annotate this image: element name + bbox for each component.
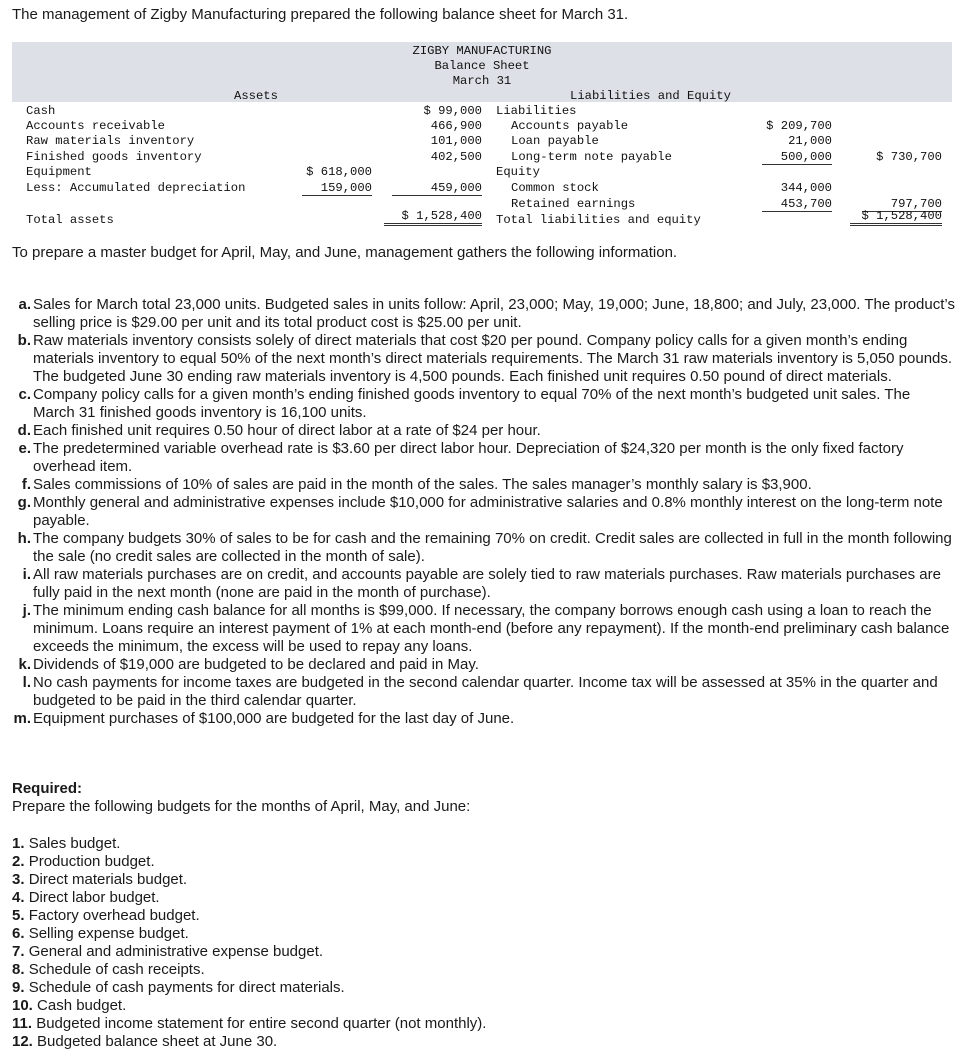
info-item — [12, 674, 956, 710]
required-item-text: Budgeted balance sheet at June 30. — [37, 1033, 278, 1050]
required-item-number: 5. — [12, 907, 25, 924]
info-item — [12, 566, 956, 602]
total-le-label: Total liabilities and equity — [496, 213, 701, 227]
required-item-number: 12. — [12, 1033, 33, 1050]
required-item — [12, 889, 486, 907]
required-item — [12, 907, 486, 925]
info-item — [12, 386, 956, 422]
intro-text: The management of Zigby Manufacturing prepared the following balance sheet for March 31. — [12, 6, 629, 23]
info-item-label: d. — [17, 422, 31, 439]
liabilities-header: Liabilities — [496, 104, 577, 118]
statement-date: March 31 — [452, 74, 512, 88]
required-item — [12, 961, 486, 979]
common-stock-label: Common stock — [511, 181, 599, 195]
cash-value: $ 99,000 — [423, 104, 482, 118]
required-item-text: Factory overhead budget. — [28, 907, 200, 924]
info-item — [12, 476, 956, 494]
required-list — [12, 835, 486, 1051]
required-item-text: Selling expense budget. — [28, 925, 189, 942]
info-item-label: a. — [18, 296, 31, 313]
ar-label: Accounts receivable — [26, 119, 165, 133]
required-item-number: 7. — [12, 943, 25, 960]
info-item-text: Raw materials inventory consists solely of direct materials that cost $20 per pound. Company policy calls for a given month’s ending materials inventory to equal 50% of the next month’s direct materials requirements. The March 31 raw materials inventory is 5,050 pounds. The budgeted June 30 ending raw materials inventory is 4,500 pounds. Each finished unit requires 0.50 pound of direct materials. — [33, 332, 953, 385]
required-item — [12, 853, 486, 871]
required-item — [12, 1015, 486, 1033]
rm-label: Raw materials inventory — [26, 134, 195, 148]
info-item — [12, 656, 956, 674]
info-item-label: e. — [18, 440, 31, 457]
info-item-text: Company policy calls for a given month’s ending finished goods inventory to equal 70% of the next month’s budgeted unit sales. The March 31 finished goods inventory is 16,100 units. — [33, 386, 911, 421]
info-item-label: h. — [17, 530, 31, 547]
required-item — [12, 925, 486, 943]
info-item — [12, 422, 956, 440]
required-item — [12, 871, 486, 889]
info-item-text: Equipment purchases of $100,000 are budgeted for the last day of June. — [33, 710, 515, 727]
info-item-text: The minimum ending cash balance for all months is $99,000. If necessary, the company borrows enough cash using a loan to reach the minimum. Loans require an interest payment of 1% at each month-end (before any repayment). If the month-end preliminary cash balance exceeds the minimum, the excess will be used to repay any loans. — [33, 602, 950, 655]
info-item-label: j. — [22, 602, 31, 619]
ltn-value: 500,000 — [762, 150, 832, 165]
required-item-text: Production budget. — [28, 853, 155, 870]
info-item-text: Sales commissions of 10% of sales are paid in the month of the sales. The sales manager’s monthly salary is $3,900. — [33, 476, 812, 493]
equipment-value: $ 618,000 — [306, 165, 372, 179]
info-item-text: The company budgets 30% of sales to be for cash and the remaining 70% on credit. Credit sales are collected in full in the month following the sale (no credit sales are collected in the month of sale). — [33, 530, 952, 565]
loan-label: Loan payable — [511, 134, 599, 148]
required-item — [12, 997, 486, 1015]
total-assets-value: $ 1,528,400 — [384, 209, 482, 226]
required-item — [12, 835, 486, 853]
required-title: Required: — [12, 780, 83, 797]
required-item-number: 4. — [12, 889, 25, 906]
info-item — [12, 710, 956, 728]
total-equity-value: 797,700 — [862, 197, 942, 212]
loan-value: 21,000 — [788, 134, 832, 148]
total-assets-label: Total assets — [26, 213, 114, 227]
statement-title: Balance Sheet — [434, 59, 530, 73]
required-item-text: General and administrative expense budget. — [28, 943, 324, 960]
info-item-text: Sales for March total 23,000 units. Budgeted sales in units follow: April, 23,000; May, 19,000; June, 18,800; and July, 23,000. The product’s selling price is $29.00 per unit and its total product cost is $25.00 per unit. — [33, 296, 955, 331]
info-item — [12, 440, 956, 476]
required-item — [12, 1033, 486, 1051]
accum-dep-value: 159,000 — [302, 181, 372, 196]
common-stock-value: 344,000 — [780, 181, 832, 195]
info-item — [12, 602, 956, 656]
info-item — [12, 296, 956, 332]
required-text: Prepare the following budgets for the months of April, May, and June: — [12, 798, 471, 815]
info-item — [12, 332, 956, 386]
info-item-label: f. — [21, 476, 31, 493]
required-item-number: 3. — [12, 871, 25, 888]
required-item-number: 1. — [12, 835, 25, 852]
info-item-text: The predetermined variable overhead rate is $3.60 per direct labor hour. Depreciation of $24,320 per month is the only fixed factory overhead item. — [33, 440, 904, 475]
required-item-text: Direct materials budget. — [28, 871, 188, 888]
required-item-text: Budgeted income statement for entire second quarter (not monthly). — [36, 1015, 487, 1032]
assets-header: Assets — [234, 89, 278, 103]
equity-header: Equity — [496, 165, 540, 179]
retained-earnings-label: Retained earnings — [511, 197, 636, 211]
info-item — [12, 530, 956, 566]
info-item-label: g. — [17, 494, 31, 511]
retained-earnings-value: 453,700 — [762, 197, 832, 212]
info-item-label: c. — [18, 386, 31, 403]
required-item-number: 2. — [12, 853, 25, 870]
info-item-text: Each finished unit requires 0.50 hour of direct labor at a rate of $24 per hour. — [33, 422, 541, 439]
ltn-label: Long-term note payable — [511, 150, 672, 164]
info-item-label: k. — [18, 656, 31, 673]
cash-label: Cash — [26, 104, 56, 118]
required-item — [12, 979, 486, 997]
liabilities-equity-header: Liabilities and Equity — [570, 89, 731, 103]
required-item-text: Schedule of cash payments for direct materials. — [28, 979, 345, 996]
rm-value: 101,000 — [430, 134, 482, 148]
info-item-text: No cash payments for income taxes are budgeted in the second calendar quarter. Income tax will be assessed at 35% in the quarter and budgeted to be paid in the third calendar quarter. — [33, 674, 938, 709]
info-item-label: i. — [22, 566, 31, 583]
required-item-number: 10. — [12, 997, 33, 1014]
required-item-number: 8. — [12, 961, 25, 978]
fg-label: Finished goods inventory — [26, 150, 202, 164]
required-item-number: 6. — [12, 925, 25, 942]
equipment-label: Equipment — [26, 165, 92, 179]
ap-value: $ 209,700 — [766, 119, 832, 133]
info-item-text: Monthly general and administrative expenses include $10,000 for administrative salaries and 0.8% monthly interest on the long-term note payable. — [33, 494, 943, 529]
required-item-text: Direct labor budget. — [28, 889, 160, 906]
required-item-number: 11. — [12, 1015, 33, 1032]
required-item-text: Sales budget. — [28, 835, 121, 852]
required-item-number: 9. — [12, 979, 25, 996]
info-item-label: l. — [22, 674, 31, 691]
info-item — [12, 494, 956, 530]
ar-value: 466,900 — [430, 119, 482, 133]
accum-dep-label: Less: Accumulated depreciation — [26, 181, 246, 195]
information-list — [12, 296, 956, 728]
ap-label: Accounts payable — [511, 119, 629, 133]
required-item-text: Cash budget. — [37, 997, 127, 1014]
company-name: ZIGBY MANUFACTURING — [412, 44, 552, 58]
total-le-value: $ 1,528,400 — [850, 209, 942, 226]
total-liabilities-value: $ 730,700 — [876, 150, 942, 164]
balance-sheet — [12, 42, 952, 228]
master-budget-intro: To prepare a master budget for April, May, and June, management gathers the following information. — [12, 244, 678, 261]
equipment-net-value: 459,000 — [392, 181, 482, 196]
required-item — [12, 943, 486, 961]
required-item-text: Schedule of cash receipts. — [28, 961, 205, 978]
info-item-text: All raw materials purchases are on credit, and accounts payable are solely tied to raw materials purchases. Raw materials purchases are fully paid in the next month (none are paid in the month of purchase). — [33, 566, 941, 601]
info-item-label: b. — [17, 332, 31, 349]
info-item-label: m. — [13, 710, 31, 727]
fg-value: 402,500 — [430, 150, 482, 164]
info-item-text: Dividends of $19,000 are budgeted to be declared and paid in May. — [33, 656, 479, 673]
